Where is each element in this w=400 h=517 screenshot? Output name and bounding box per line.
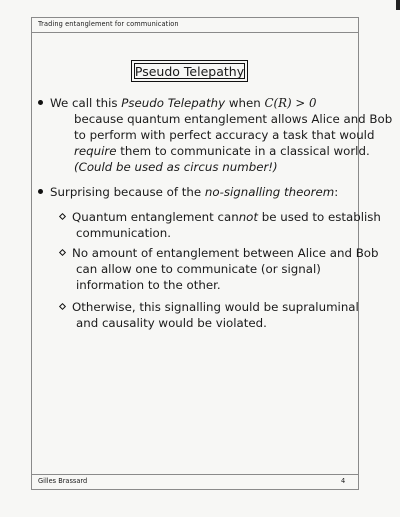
header-title: Trading entanglement for communication: [38, 20, 179, 28]
bullet-1-dot: [38, 100, 43, 105]
sub-bullet-3-diamond: [59, 303, 66, 310]
sub-bullet-2-line-2: can allow one to communicate (or signal): [76, 262, 321, 276]
text-span: them to communicate in a classical world.: [116, 144, 370, 158]
footer-page-number: 4: [341, 477, 346, 485]
text-span: Surprising because of the: [50, 185, 205, 199]
bullet-2-dot: [38, 189, 43, 194]
text-span: when: [225, 96, 265, 110]
bullet-1-line-2: because quantum entanglement allows Alice and Bob: [74, 112, 393, 126]
text-span: be used to establish: [258, 210, 381, 224]
sub-bullet-2-line-3: information to the other.: [76, 278, 221, 292]
text-span-italic: no-signalling theorem: [204, 185, 335, 199]
text-span: :: [334, 185, 339, 199]
text-span-italic: Pseudo Telepathy: [121, 96, 226, 110]
text-span-italic: require: [74, 144, 117, 158]
math-expression: C(R) > 0: [264, 96, 317, 110]
footer-rule: [31, 474, 359, 475]
bullet-2-line-1: [50, 185, 338, 199]
bullet-1-line-4: [74, 144, 370, 158]
sub-bullet-1-diamond: [59, 213, 66, 220]
bullet-1-line-5: (Could be used as circus number!): [74, 160, 278, 174]
bullet-1-line-1: [50, 96, 316, 110]
text-span: Quantum entanglement can: [72, 210, 239, 224]
sub-bullet-1-line-1: [72, 210, 381, 224]
sub-bullet-2-line-1: No amount of entanglement between Alice and Bob: [72, 246, 379, 260]
sub-bullet-2-diamond: [59, 249, 66, 256]
sub-bullet-3-line-1: Otherwise, this signalling would be supraluminal: [72, 300, 359, 314]
bullet-1-line-3: to perform with perfect accuracy a task that would: [74, 128, 375, 142]
sub-bullet-1-line-2: communication.: [76, 226, 171, 240]
footer-author: Gilles Brassard: [38, 477, 88, 485]
sub-bullet-3-line-2: and causality would be violated.: [76, 316, 267, 330]
text-span-italic: not: [238, 210, 259, 224]
slide-title: Pseudo Telepathy: [134, 63, 245, 79]
text-span: We call this: [50, 96, 122, 110]
